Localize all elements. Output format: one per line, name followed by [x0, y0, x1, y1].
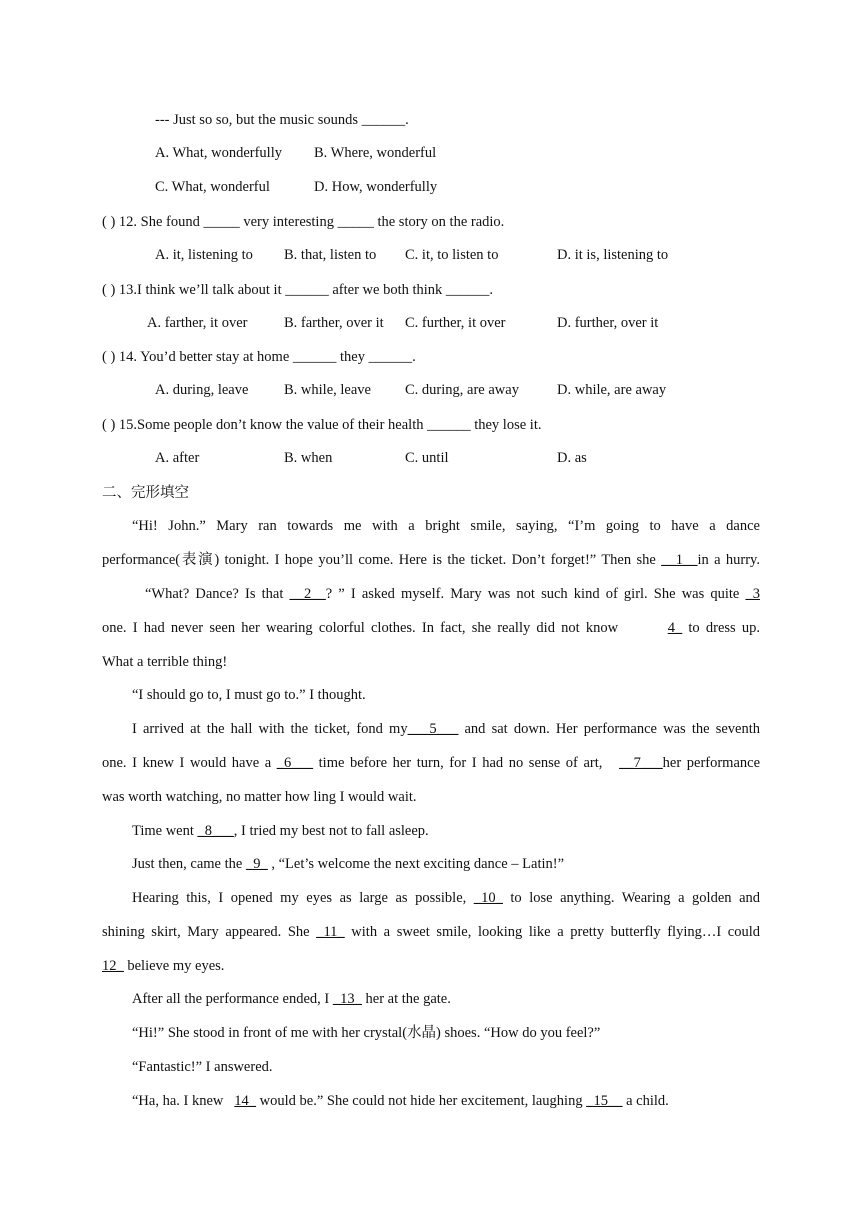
question-12-stem: ( ) 12. She found _____ very interesting _____ the story on the radio. — [102, 214, 505, 230]
blank-12: 12_ — [102, 958, 124, 974]
blank-11: _11_ — [316, 924, 345, 940]
q11-option-c: C. What, wonderful — [155, 179, 270, 195]
passage-line: was worth watching, no matter how ling I would wait. — [102, 789, 417, 805]
blank-13: _13_ — [332, 991, 362, 1007]
passage-line: What a terrible thing! — [102, 654, 228, 670]
passage-line: I arrived at the hall with the ticket, fond my___5___ and sat down. Her performance was the seventh — [132, 721, 760, 737]
blank-15: _15__ — [586, 1093, 623, 1109]
passage-line: “Hi!” She stood in front of me with her crystal(水晶) shoes. “How do you feel?” — [132, 1025, 601, 1041]
question-15-stem: ( ) 15.Some people don’t know the value of their health ______ they lose it. — [102, 417, 542, 433]
blank-4: 4_ — [667, 620, 683, 636]
q12-option-d: D. it is, listening to — [557, 247, 669, 263]
passage-line: Time went _8___, I tried my best not to fall asleep. — [132, 823, 429, 839]
q12-option-a: A. it, listening to — [155, 247, 253, 263]
passage-line: “Fantastic!” I answered. — [132, 1059, 273, 1075]
q15-option-d: D. as — [557, 450, 587, 466]
q13-option-d: D. further, over it — [557, 315, 659, 331]
passage-line: “What? Dance? Is that __2__? ” I asked myself. Mary was not such kind of girl. She was quite _3 — [145, 586, 760, 602]
passage-line: Hearing this, I opened my eyes as large as possible, _10_ to lose anything. Wearing a golden and — [132, 890, 761, 906]
q11-option-b: B. Where, wonderful — [314, 145, 437, 161]
q12-option-c: C. it, to listen to — [405, 247, 499, 263]
blank-7: __7___ — [619, 755, 663, 771]
blank-14: 14_ — [234, 1093, 257, 1109]
q14-option-c: C. during, are away — [405, 382, 519, 398]
blank-10: _10_ — [473, 890, 503, 906]
q14-option-d: D. while, are away — [557, 382, 667, 398]
passage-line: “I should go to, I must go to.” I thought. — [132, 687, 366, 703]
q14-option-b: B. while, leave — [284, 382, 371, 398]
passage-line: 12_ believe my eyes. — [102, 958, 225, 974]
q15-option-a: A. after — [155, 450, 200, 466]
blank-5: ___5___ — [407, 721, 459, 737]
q13-option-a: A. farther, it over — [147, 315, 248, 331]
blank-1: __1__ — [661, 552, 698, 568]
passage-line: Just then, came the _9_ , “Let’s welcome the next exciting dance – Latin!” — [132, 856, 565, 872]
passage-line: After all the performance ended, I _13_ her at the gate. — [132, 991, 451, 1007]
q15-option-c: C. until — [405, 450, 449, 466]
passage-line: “Hi! John.” Mary ran towards me with a bright smile, saying, “I’m going to have a dance — [132, 518, 760, 534]
q11-option-d: D. How, wonderfully — [314, 179, 438, 195]
q14-option-a: A. during, leave — [155, 382, 249, 398]
passage-line: shining skirt, Mary appeared. She _11_ with a sweet smile, looking like a pretty butterfly flying…I could — [102, 924, 760, 940]
passage-line: “Ha, ha. I knew 14_ would be.” She could not hide her excitement, laughing _15__ a child. — [132, 1093, 669, 1109]
q15-option-b: B. when — [284, 450, 333, 466]
question-13-stem: ( ) 13.I think we’ll talk about it ______ after we both think ______. — [102, 282, 494, 298]
q13-option-c: C. further, it over — [405, 315, 506, 331]
q12-option-b: B. that, listen to — [284, 247, 377, 263]
blank-6: _6___ — [276, 755, 314, 771]
blank-9: _9_ — [245, 856, 268, 872]
blank-2: __2__ — [289, 586, 326, 602]
q13-option-b: B. farther, over it — [284, 315, 384, 331]
passage-line: performance(表演) tonight. I hope you’ll come. Here is the ticket. Don’t forget!” Then she __1__in a hurry. — [102, 552, 760, 568]
blank-3: _3 — [745, 586, 760, 602]
q11-dialog-line: --- Just so so, but the music sounds ______. — [155, 112, 409, 128]
question-14-stem: ( ) 14. You’d better stay at home ______ they ______. — [102, 349, 416, 365]
blank-8: _8___ — [197, 823, 234, 839]
q11-option-a: A. What, wonderfully — [155, 145, 282, 161]
passage-line: one. I knew I would have a _6___ time before her turn, for I had no sense of art, __7___her performance — [102, 755, 761, 771]
section-heading-cloze: 二、完形填空 — [102, 485, 189, 501]
passage-line: one. I had never seen her wearing colorful clothes. In fact, she really did not know 4_ to dress up. — [102, 620, 760, 636]
